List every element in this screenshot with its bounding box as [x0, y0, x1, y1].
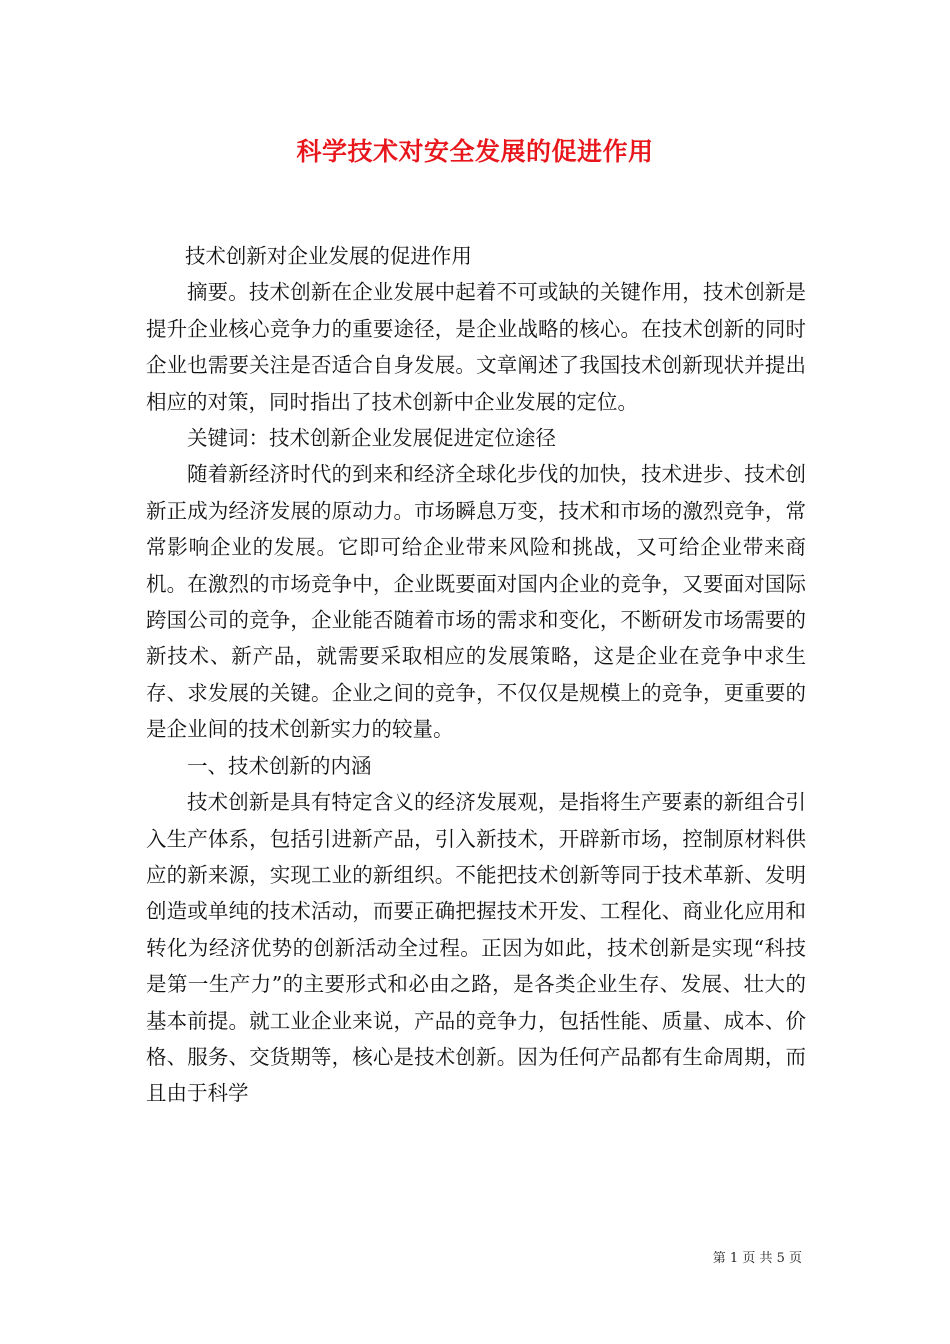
paragraph-keywords: 关键词：技术创新企业发展促进定位途径 [187, 426, 556, 451]
paragraph-subtitle: 技术创新对企业发展的促进作用 [184, 244, 472, 268]
document-body [146, 238, 806, 1112]
page-number-footer: 第 1 页 共 5 页 [712, 1251, 802, 1266]
paragraph-section-one: 技术创新是具有特定含义的经济发展观，是指将生产要素的新组合引入生产体系，包括引进新产品，引入新技术，开辟新市场，控制原材料供应的新来源，实现工业的新组织。不能把技术创新等同于技术革新、发明创造或单纯的技术活动，而要正确把握技术开发、工程化、商业化应用和转化为经济优势的创新活动全过程。正因为如此，技术创新是实现“科技是第一生产力”的主要形式和必由之路，是各类企业生存、发展、壮大的基本前提。就工业企业来说，产品的竞争力，包括性能、质量、成本、价格、服务、交货期等，核心是技术创新。因为任何产品都有生命周期，而且由于科学 [146, 790, 806, 1106]
paragraph-abstract: 摘要。技术创新在企业发展中起着不可或缺的关键作用，技术创新是提升企业核心竞争力的重要途径，是企业战略的核心。在技术创新的同时企业也需要关注是否适合自身发展。文章阐述了我国技术创新现状并提出相应的对策，同时指出了技术创新中企业发展的定位。 [146, 280, 806, 414]
paragraph-intro: 随着新经济时代的到来和经济全球化步伐的加快，技术进步、技术创新正成为经济发展的原动力。市场瞬息万变，技术和市场的激烈竞争，常常影响企业的发展。它即可给企业带来风险和挑战，又可给企业带来商机。在激烈的市场竞争中，企业既要面对国内企业的竞争，又要面对国际跨国公司的竞争，企业能否随着市场的需求和变化，不断研发市场需要的新技术、新产品，就需要采取相应的发展策略，这是企业在竞争中求生存、求发展的关键。企业之间的竞争，不仅仅是规模上的竞争，更重要的是企业间的技术创新实力的较量。 [146, 462, 806, 742]
document-title: 科学技术对安全发展的促进作用 [296, 137, 654, 166]
section-heading: 一、技术创新的内涵 [187, 753, 372, 778]
